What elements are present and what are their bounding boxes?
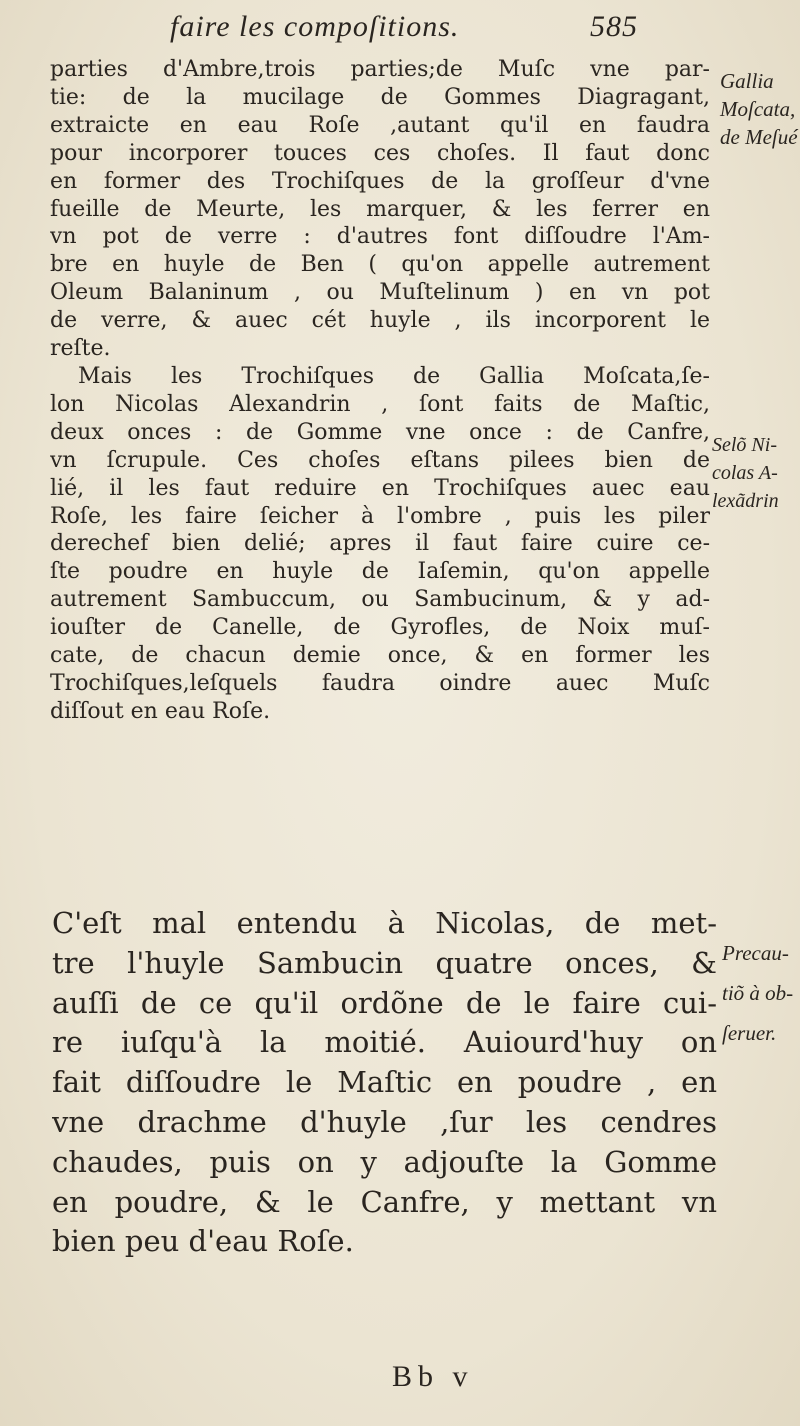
text-line: ſte poudre en huyle de Iaſemin, qu'on appelle xyxy=(50,559,710,585)
text-line: en former des Trochiſques de la groſſeur d'vne xyxy=(50,168,710,194)
text-block-upper xyxy=(50,56,710,726)
text-line: vn ſcrupule. Ces choſes eſtans pilees bien de xyxy=(50,447,710,473)
text-line: lon Nicolas Alexandrin , ſont faits de Maſtic, xyxy=(50,391,710,417)
margin-line: Gallia xyxy=(720,69,774,93)
margin-line: lexãdrin xyxy=(712,489,779,512)
text-line: fait diſſoudre le Maſtic en poudre , en xyxy=(52,1065,717,1100)
margin-note-gallia-moscata xyxy=(720,68,798,152)
text-line: cate, de chacun demie once, & en former les xyxy=(50,643,710,669)
margin-line: Precau- xyxy=(722,941,789,965)
text-line: deux onces : de Gomme vne once : de Canfre, xyxy=(50,419,710,445)
text-line: fueille de Meurte, les marquer, & les ferrer en xyxy=(50,196,710,222)
margin-line: Selõ Ni- xyxy=(712,434,777,456)
margin-line: de Meſué xyxy=(720,124,798,149)
text-line: Mais les Trochiſques de Gallia Moſcata,ſe- xyxy=(78,363,710,389)
text-line: Roſe, les faire ſeicher à l'ombre , puis les piler xyxy=(50,503,710,529)
text-line: en poudre, & le Canfre, y mettant vn xyxy=(52,1184,717,1219)
text-line: parties d'Ambre,trois parties;de Muſc vne par- xyxy=(50,57,710,82)
text-line: vne drachme d'huyle ,ſur les cendres xyxy=(52,1104,717,1139)
signature-mark: Bb v xyxy=(392,1360,474,1393)
paragraph-3 xyxy=(52,904,717,1262)
text-line: derechef bien delié; apres il faut faire cuire ce- xyxy=(50,531,710,557)
margin-note-precaution xyxy=(722,934,793,1053)
margin-note-selon-nicolas xyxy=(712,432,779,516)
text-line: autrement Sambuccum, ou Sambucinum, & y ad- xyxy=(50,587,710,613)
text-line: auſſi de ce qu'il ordõne de le faire cui- xyxy=(52,985,717,1020)
text-line: reſte. xyxy=(50,336,111,362)
text-line: Oleum Balaninum , ou Muſtelinum ) en vn pot xyxy=(50,280,710,306)
running-header xyxy=(170,10,670,50)
text-line: bien peu d'eau Roſe. xyxy=(52,1224,354,1259)
text-line: extraicte en eau Roſe ,autant qu'il en faudra xyxy=(50,112,710,138)
page-number: 585 xyxy=(590,10,638,43)
text-line: iouſter de Canelle, de Gyrofles, de Noix muſ- xyxy=(50,615,710,641)
paragraph-2 xyxy=(50,363,710,726)
text-line: tie: de la mucilage de Gommes Diagragant, xyxy=(50,84,710,110)
text-line: bre en huyle de Ben ( qu'on appelle autrement xyxy=(50,252,710,278)
paragraph-1 xyxy=(50,56,710,363)
text-line: diſſout en eau Roſe. xyxy=(50,698,271,724)
text-line: tre l'huyle Sambucin quatre onces, & xyxy=(52,945,717,980)
text-line: re iuſqu'à la moitié. Auiourd'huy on xyxy=(52,1025,717,1060)
text-line: de verre, & auec cét huyle , ils incorporent le xyxy=(50,308,710,334)
margin-line: tiõ à ob- xyxy=(722,980,794,1005)
margin-line: colas A- xyxy=(712,461,778,484)
text-line: chaudes, puis on y adjouſte la Gomme xyxy=(52,1144,717,1179)
text-line: lié, il les faut reduire en Trochiſques auec eau xyxy=(50,475,710,501)
text-line: Trochiſques,leſquels faudra oindre auec Muſc xyxy=(50,670,710,696)
text-line: pour incorporer touces ces choſes. Il faut donc xyxy=(50,140,710,166)
text-line: vn pot de verre : d'autres font diſſoudre l'Am- xyxy=(50,224,710,250)
text-block-lower xyxy=(52,904,717,1262)
margin-line: Moſcata, xyxy=(720,96,796,121)
margin-line: ſeruer. xyxy=(722,1020,777,1045)
text-line: C'eſt mal entendu à Nicolas, de met- xyxy=(52,906,717,940)
header-title: faire les compoſitions. xyxy=(170,10,460,43)
